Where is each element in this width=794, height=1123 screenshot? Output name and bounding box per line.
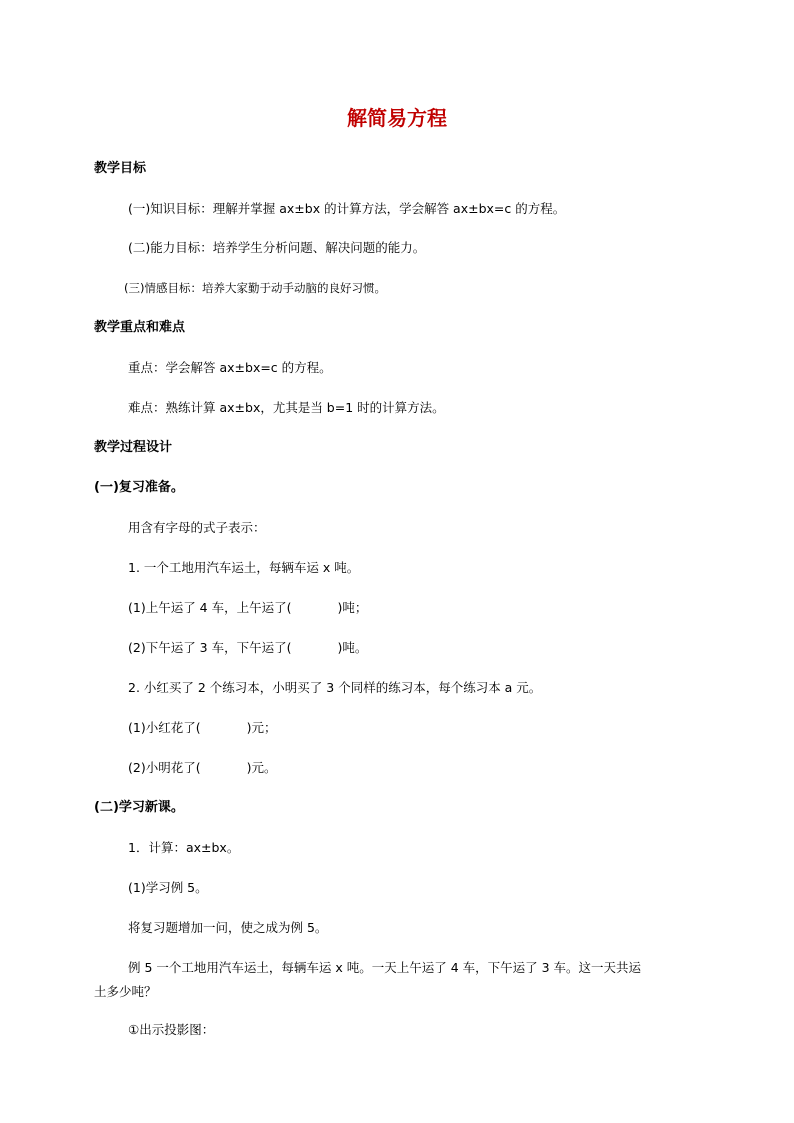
new-lesson-extend: 将复习题增加一问，使之成为例 5。 — [128, 920, 328, 935]
review-question-1a — [128, 600, 367, 616]
review-question-1b — [128, 640, 367, 656]
goal-ability: (二)能力目标：培养学生分析问题、解决问题的能力。 — [128, 240, 426, 255]
review-question-2b — [128, 760, 276, 776]
question-text: (1)上午运了 4 车，上午运了( — [128, 600, 292, 615]
new-lesson-study: (1)学习例 5。 — [128, 880, 208, 895]
question-text: (1)小红花了( — [128, 720, 201, 735]
review-question-1: 1. 一个工地用汽车运土，每辆车运 x 吨。 — [128, 560, 360, 575]
key-point: 重点：学会解答 ax±bx=c 的方程。 — [128, 360, 332, 375]
new-lesson-calc: 1．计算：ax±bx。 — [128, 840, 240, 855]
question-text: (2)下午运了 3 车，下午运了( — [128, 640, 292, 655]
new-lesson-heading: (二)学习新课。 — [94, 800, 184, 815]
goals-heading: 教学目标 — [94, 161, 147, 176]
example-5-line-2: 土多少吨？ — [94, 984, 157, 999]
page-title: 解简易方程 — [347, 106, 447, 130]
process-heading: 教学过程设计 — [94, 440, 173, 455]
question-text: (2)小明花了( — [128, 760, 201, 775]
goal-knowledge: (一)知识目标：理解并掌握 ax±bx 的计算方法，学会解答 ax±bx=c 的方程。 — [128, 201, 566, 216]
question-text: )元； — [246, 720, 277, 735]
question-text: )吨。 — [337, 640, 368, 655]
difficult-point: 难点：熟练计算 ax±bx，尤其是当 b=1 时的计算方法。 — [128, 400, 445, 415]
goal-emotion: (三)情感目标：培养大家勤于动手动脑的良好习惯。 — [124, 281, 386, 295]
review-heading: (一)复习准备。 — [94, 480, 184, 495]
show-projection: ①出示投影图： — [128, 1022, 215, 1037]
question-text: )元。 — [246, 760, 277, 775]
review-question-2: 2. 小红买了 2 个练习本，小明买了 3 个同样的练习本，每个练习本 a 元。 — [128, 680, 542, 695]
review-question-2a — [128, 720, 276, 736]
example-5-line-1: 例 5 一个工地用汽车运土，每辆车运 x 吨。一天上午运了 4 车，下午运了 3 车。这一天共运 — [128, 960, 642, 975]
key-points-heading: 教学重点和难点 — [94, 320, 186, 335]
review-intro: 用含有字母的式子表示： — [128, 520, 266, 535]
question-text: )吨； — [337, 600, 368, 615]
